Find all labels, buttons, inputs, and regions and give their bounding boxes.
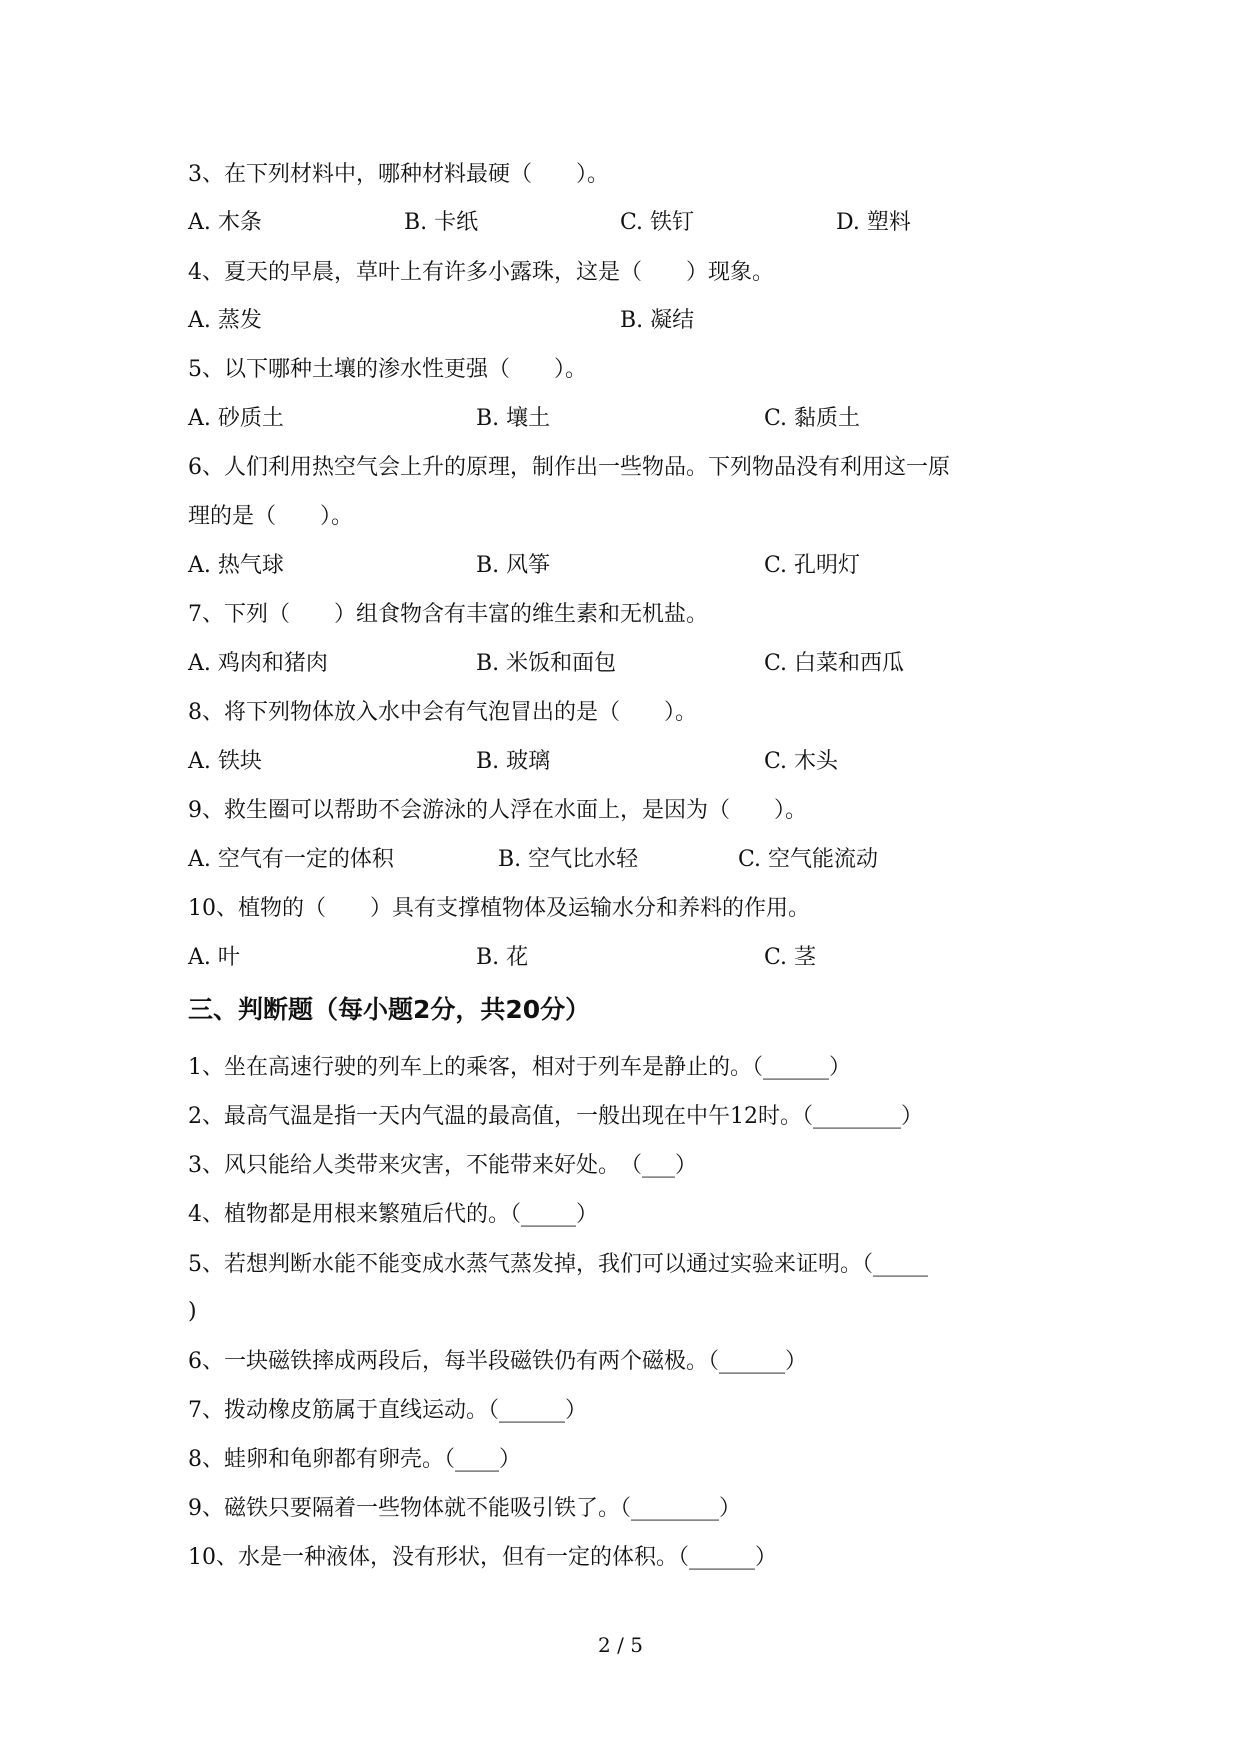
question-4-option-a: A. 蒸发 xyxy=(188,308,262,333)
judgment-item-5: 5、若想判断水能不能变成水蒸气蒸发掉，我们可以通过实验来证明。（_____ xyxy=(188,1252,928,1277)
question-10-option-b: B. 花 xyxy=(476,945,529,970)
judgment-item-8: 8、蛙卵和龟卵都有卵壳。（____） xyxy=(188,1447,521,1472)
question-6-option-a: A. 热气球 xyxy=(188,553,284,578)
question-10-option-c: C. 茎 xyxy=(764,945,817,970)
judgment-item-7: 7、拨动橡皮筋属于直线运动。（______） xyxy=(188,1398,587,1423)
judgment-item-4: 4、植物都是用根来繁殖后代的。（_____） xyxy=(188,1202,598,1227)
question-9-option-b: B. 空气比水轻 xyxy=(498,847,639,872)
question-8-stem: 8、将下列物体放入水中会有气泡冒出的是（ ）。 xyxy=(188,700,697,725)
question-6-option-c: C. 孔明灯 xyxy=(764,553,861,578)
question-10-option-a: A. 叶 xyxy=(188,945,240,970)
question-3-option-d: D. 塑料 xyxy=(836,210,911,235)
question-3-option-a: A. 木条 xyxy=(188,210,262,235)
question-10-stem: 10、植物的（ ）具有支撑植物体及运输水分和养料的作用。 xyxy=(188,896,810,921)
question-6-stem-continued: 理的是（ ）。 xyxy=(188,504,354,529)
question-5-stem: 5、以下哪种土壤的渗水性更强（ ）。 xyxy=(188,357,587,382)
question-5-option-b: B. 壤土 xyxy=(476,406,551,431)
question-5-option-a: A. 砂质土 xyxy=(188,406,284,431)
judgment-item-2: 2、最高气温是指一天内气温的最高值，一般出现在中午12时。（________） xyxy=(188,1104,923,1129)
question-6-stem: 6、人们利用热空气会上升的原理，制作出一些物品。下列物品没有利用这一原 xyxy=(188,455,950,480)
judgment-item-9: 9、磁铁只要隔着一些物体就不能吸引铁了。（________） xyxy=(188,1496,741,1521)
question-7-option-a: A. 鸡肉和猪肉 xyxy=(188,651,328,676)
question-3-stem: 3、在下列材料中，哪种材料最硬（ ）。 xyxy=(188,162,609,187)
question-5-option-c: C. 黏质土 xyxy=(764,406,861,431)
question-3-option-c: C. 铁钉 xyxy=(620,210,695,235)
question-8-option-b: B. 玻璃 xyxy=(476,749,551,774)
question-4-stem: 4、夏天的早晨，草叶上有许多小露珠，这是（ ）现象。 xyxy=(188,260,774,285)
question-6-option-b: B. 风筝 xyxy=(476,553,551,578)
judgment-item-5-continued: ) xyxy=(188,1299,197,1324)
judgment-item-6: 6、一块磁铁摔成两段后，每半段磁铁仍有两个磁极。（______） xyxy=(188,1349,807,1374)
section-title: 三、判断题（每小题2分，共20分） xyxy=(188,995,591,1024)
question-7-option-b: B. 米饭和面包 xyxy=(476,651,617,676)
question-3-option-b: B. 卡纸 xyxy=(404,210,479,235)
question-8-option-c: C. 木头 xyxy=(764,749,839,774)
question-9-option-a: A. 空气有一定的体积 xyxy=(188,847,394,872)
judgment-item-3: 3、风只能给人类带来灾害，不能带来好处。 （___） xyxy=(188,1153,697,1178)
question-7-option-c: C. 白菜和西瓜 xyxy=(764,651,905,676)
judgment-item-1: 1、坐在高速行驶的列车上的乘客，相对于列车是静止的。（______） xyxy=(188,1055,851,1080)
question-9-stem: 9、救生圈可以帮助不会游泳的人浮在水面上，是因为（ ）。 xyxy=(188,798,807,823)
judgment-item-10: 10、水是一种液体，没有形状，但有一定的体积。（______） xyxy=(188,1545,777,1570)
question-4-option-b: B. 凝结 xyxy=(620,308,695,333)
question-8-option-a: A. 铁块 xyxy=(188,749,262,774)
question-9-option-c: C. 空气能流动 xyxy=(738,847,879,872)
question-7-stem: 7、下列（ ）组食物含有丰富的维生素和无机盐。 xyxy=(188,602,708,627)
page-number: 2 / 5 xyxy=(598,1633,643,1657)
